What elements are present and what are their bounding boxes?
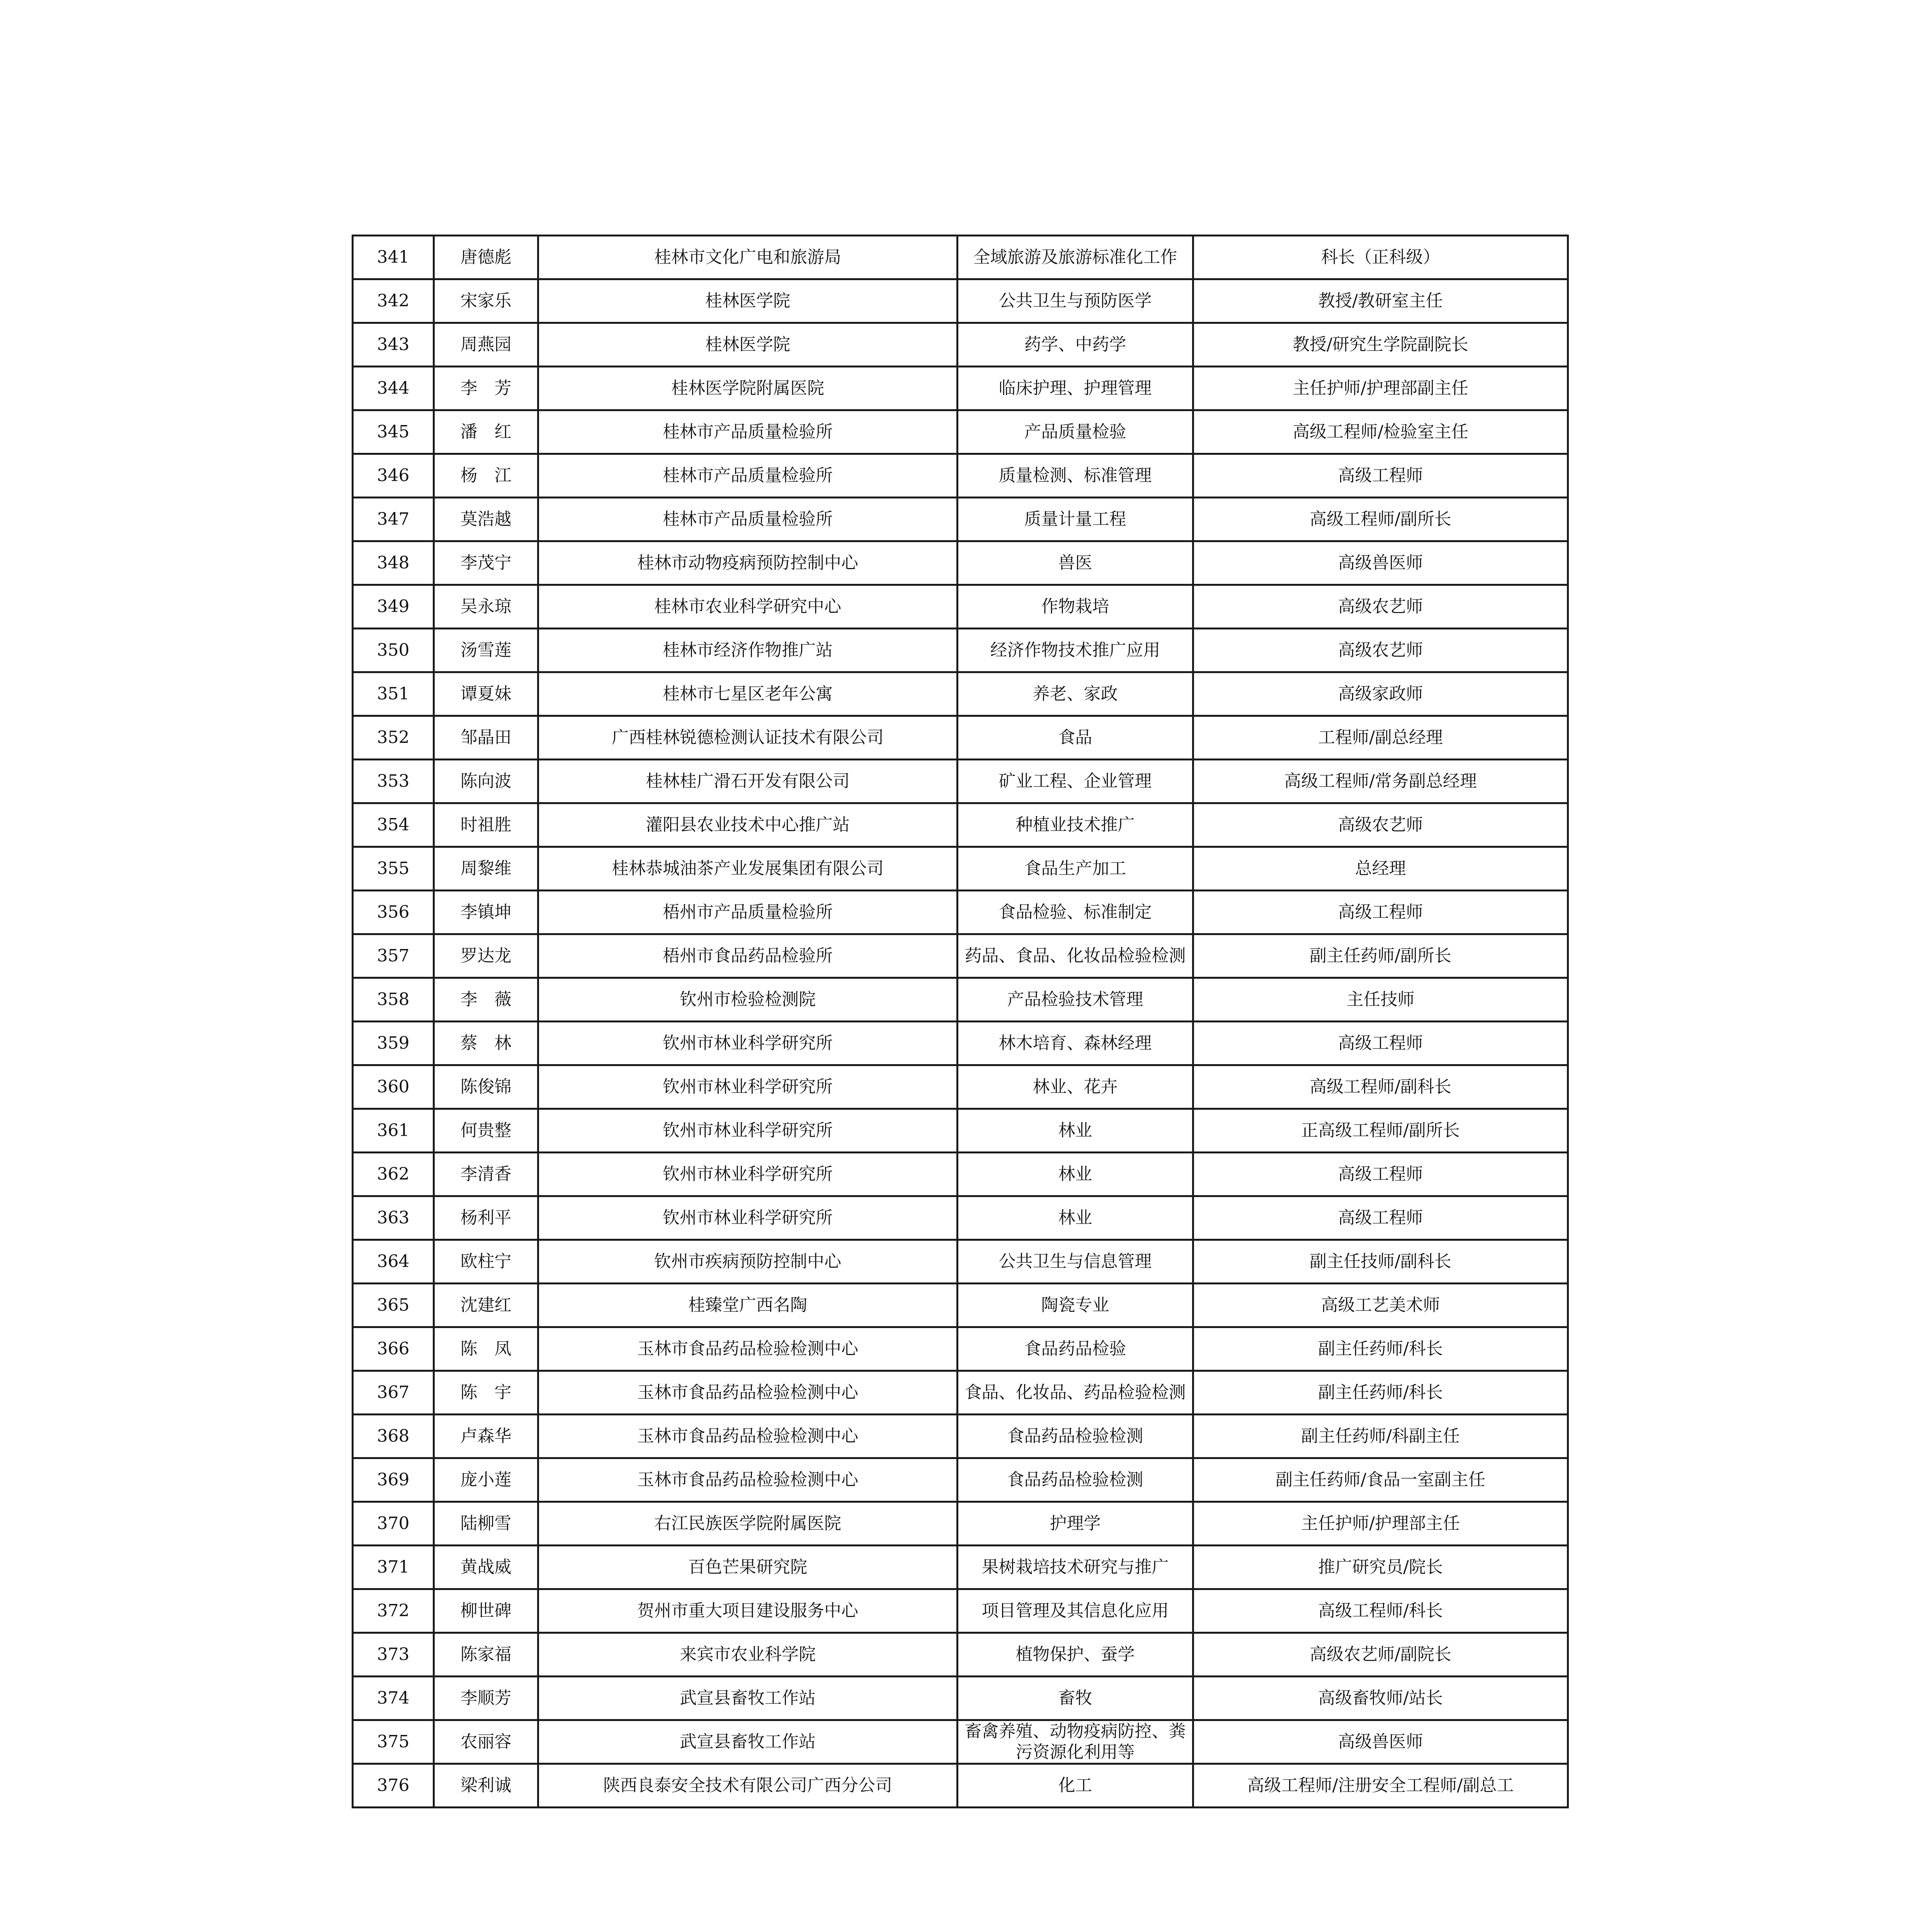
cell-name: 宋家乐 — [434, 279, 538, 323]
cell-title: 科长（正科级） — [1193, 236, 1568, 279]
cell-organization: 桂臻堂广西名陶 — [538, 1284, 958, 1327]
cell-organization: 玉林市食品药品检验检测中心 — [538, 1415, 958, 1458]
cell-field: 经济作物技术推广应用 — [958, 629, 1193, 672]
cell-name: 蔡 林 — [434, 1022, 538, 1065]
cell-organization: 武宣县畜牧工作站 — [538, 1677, 958, 1720]
cell-name: 李茂宁 — [434, 541, 538, 585]
table-row — [353, 934, 1568, 978]
table-row — [353, 716, 1568, 760]
roster-table-body — [353, 236, 1568, 1808]
cell-number: 343 — [353, 323, 434, 367]
cell-name: 汤雪莲 — [434, 629, 538, 672]
cell-number: 346 — [353, 454, 434, 498]
cell-title: 高级农艺师 — [1193, 803, 1568, 847]
cell-field: 养老、家政 — [958, 672, 1193, 716]
cell-organization: 桂林市产品质量检验所 — [538, 410, 958, 454]
cell-number: 348 — [353, 541, 434, 585]
cell-organization: 桂林市产品质量检验所 — [538, 498, 958, 541]
cell-field: 药品、食品、化妆品检验检测 — [958, 934, 1193, 978]
cell-title: 副主任药师/科长 — [1193, 1327, 1568, 1371]
cell-name: 李 薇 — [434, 978, 538, 1022]
cell-title: 高级工程师/检验室主任 — [1193, 410, 1568, 454]
table-row — [353, 1240, 1568, 1284]
cell-number: 374 — [353, 1677, 434, 1720]
roster-table — [352, 235, 1569, 1808]
cell-organization: 灌阳县农业技术中心推广站 — [538, 803, 958, 847]
cell-name: 罗达龙 — [434, 934, 538, 978]
cell-name: 陈家福 — [434, 1633, 538, 1677]
cell-title: 主任护师/护理部副主任 — [1193, 367, 1568, 410]
cell-field: 畜牧 — [958, 1677, 1193, 1720]
cell-field: 食品药品检验 — [958, 1327, 1193, 1371]
cell-title: 主任护师/护理部主任 — [1193, 1502, 1568, 1546]
cell-organization: 百色芒果研究院 — [538, 1546, 958, 1589]
cell-title: 高级畜牧师/站长 — [1193, 1677, 1568, 1720]
cell-name: 杨利平 — [434, 1196, 538, 1240]
cell-title: 主任技师 — [1193, 978, 1568, 1022]
cell-organization: 钦州市疾病预防控制中心 — [538, 1240, 958, 1284]
cell-number: 347 — [353, 498, 434, 541]
cell-title: 副主任技师/副科长 — [1193, 1240, 1568, 1284]
cell-field: 食品药品检验检测 — [958, 1458, 1193, 1502]
table-row — [353, 629, 1568, 672]
cell-number: 372 — [353, 1589, 434, 1633]
cell-organization: 贺州市重大项目建设服务中心 — [538, 1589, 958, 1633]
table-row — [353, 672, 1568, 716]
table-row — [353, 847, 1568, 891]
cell-number: 351 — [353, 672, 434, 716]
cell-field: 兽医 — [958, 541, 1193, 585]
cell-number: 342 — [353, 279, 434, 323]
cell-number: 354 — [353, 803, 434, 847]
cell-organization: 钦州市林业科学研究所 — [538, 1153, 958, 1196]
cell-number: 371 — [353, 1546, 434, 1589]
cell-organization: 陕西良泰安全技术有限公司广西分公司 — [538, 1764, 958, 1808]
table-row — [353, 1327, 1568, 1371]
cell-number: 358 — [353, 978, 434, 1022]
cell-organization: 钦州市检验检测院 — [538, 978, 958, 1022]
cell-title: 高级工艺美术师 — [1193, 1284, 1568, 1327]
cell-title: 高级工程师/副所长 — [1193, 498, 1568, 541]
cell-field: 作物栽培 — [958, 585, 1193, 629]
cell-number: 352 — [353, 716, 434, 760]
table-row — [353, 585, 1568, 629]
cell-organization: 钦州市林业科学研究所 — [538, 1196, 958, 1240]
cell-number: 341 — [353, 236, 434, 279]
cell-title: 正高级工程师/副所长 — [1193, 1109, 1568, 1153]
cell-organization: 桂林市经济作物推广站 — [538, 629, 958, 672]
table-row — [353, 1109, 1568, 1153]
cell-name: 陈向波 — [434, 760, 538, 803]
cell-field: 产品质量检验 — [958, 410, 1193, 454]
cell-number: 362 — [353, 1153, 434, 1196]
cell-number: 345 — [353, 410, 434, 454]
cell-number: 357 — [353, 934, 434, 978]
table-row — [353, 1153, 1568, 1196]
cell-number: 359 — [353, 1022, 434, 1065]
cell-organization: 桂林市农业科学研究中心 — [538, 585, 958, 629]
cell-organization: 玉林市食品药品检验检测中心 — [538, 1371, 958, 1415]
cell-field: 植物保护、蚕学 — [958, 1633, 1193, 1677]
cell-name: 柳世碑 — [434, 1589, 538, 1633]
cell-number: 368 — [353, 1415, 434, 1458]
cell-title: 高级工程师/注册安全工程师/副总工 — [1193, 1764, 1568, 1808]
table-row — [353, 1022, 1568, 1065]
cell-title: 高级工程师/副科长 — [1193, 1065, 1568, 1109]
table-row — [353, 1546, 1568, 1589]
cell-number: 370 — [353, 1502, 434, 1546]
cell-title: 高级家政师 — [1193, 672, 1568, 716]
cell-organization: 桂林桂广滑石开发有限公司 — [538, 760, 958, 803]
cell-organization: 桂林市文化广电和旅游局 — [538, 236, 958, 279]
cell-field: 林业、花卉 — [958, 1065, 1193, 1109]
cell-name: 陈 凤 — [434, 1327, 538, 1371]
cell-field: 食品 — [958, 716, 1193, 760]
cell-field: 全域旅游及旅游标准化工作 — [958, 236, 1193, 279]
table-row — [353, 367, 1568, 410]
cell-field: 食品药品检验检测 — [958, 1415, 1193, 1458]
cell-name: 庞小莲 — [434, 1458, 538, 1502]
cell-name: 唐德彪 — [434, 236, 538, 279]
table-row — [353, 323, 1568, 367]
cell-name: 梁利诚 — [434, 1764, 538, 1808]
cell-organization: 广西桂林锐德检测认证技术有限公司 — [538, 716, 958, 760]
cell-field: 食品、化妆品、药品检验检测 — [958, 1371, 1193, 1415]
cell-title: 高级工程师 — [1193, 891, 1568, 934]
cell-number: 360 — [353, 1065, 434, 1109]
cell-organization: 桂林医学院 — [538, 323, 958, 367]
cell-number: 373 — [353, 1633, 434, 1677]
cell-number: 366 — [353, 1327, 434, 1371]
cell-number: 361 — [353, 1109, 434, 1153]
cell-field: 质量计量工程 — [958, 498, 1193, 541]
cell-number: 363 — [353, 1196, 434, 1240]
cell-name: 陈 宇 — [434, 1371, 538, 1415]
cell-title: 高级兽医师 — [1193, 541, 1568, 585]
cell-number: 356 — [353, 891, 434, 934]
table-row — [353, 1677, 1568, 1720]
cell-title: 高级工程师/科长 — [1193, 1589, 1568, 1633]
table-row — [353, 1415, 1568, 1458]
cell-number: 369 — [353, 1458, 434, 1502]
cell-name: 邹晶田 — [434, 716, 538, 760]
cell-field: 矿业工程、企业管理 — [958, 760, 1193, 803]
cell-title: 总经理 — [1193, 847, 1568, 891]
cell-organization: 钦州市林业科学研究所 — [538, 1109, 958, 1153]
table-row — [353, 1720, 1568, 1764]
cell-organization: 钦州市林业科学研究所 — [538, 1022, 958, 1065]
cell-organization: 右江民族医学院附属医院 — [538, 1502, 958, 1546]
cell-organization: 钦州市林业科学研究所 — [538, 1065, 958, 1109]
cell-organization: 玉林市食品药品检验检测中心 — [538, 1327, 958, 1371]
table-row — [353, 498, 1568, 541]
cell-title: 副主任药师/科长 — [1193, 1371, 1568, 1415]
cell-name: 陆柳雪 — [434, 1502, 538, 1546]
cell-field: 产品检验技术管理 — [958, 978, 1193, 1022]
cell-number: 375 — [353, 1720, 434, 1764]
cell-name: 何贵整 — [434, 1109, 538, 1153]
cell-organization: 玉林市食品药品检验检测中心 — [538, 1458, 958, 1502]
table-row — [353, 1502, 1568, 1546]
cell-organization: 桂林医学院 — [538, 279, 958, 323]
cell-field: 果树栽培技术研究与推广 — [958, 1546, 1193, 1589]
cell-field: 药学、中药学 — [958, 323, 1193, 367]
cell-number: 344 — [353, 367, 434, 410]
cell-title: 高级工程师 — [1193, 1153, 1568, 1196]
cell-title: 高级工程师 — [1193, 1022, 1568, 1065]
cell-name: 农丽容 — [434, 1720, 538, 1764]
cell-name: 李 芳 — [434, 367, 538, 410]
table-row — [353, 760, 1568, 803]
cell-name: 卢森华 — [434, 1415, 538, 1458]
table-row — [353, 1764, 1568, 1808]
cell-name: 时祖胜 — [434, 803, 538, 847]
cell-title: 高级兽医师 — [1193, 1720, 1568, 1764]
cell-title: 推广研究员/院长 — [1193, 1546, 1568, 1589]
cell-name: 潘 红 — [434, 410, 538, 454]
cell-number: 353 — [353, 760, 434, 803]
cell-field: 食品生产加工 — [958, 847, 1193, 891]
cell-title: 副主任药师/副所长 — [1193, 934, 1568, 978]
cell-name: 周黎维 — [434, 847, 538, 891]
table-row — [353, 1371, 1568, 1415]
cell-field: 林木培育、森林经理 — [958, 1022, 1193, 1065]
table-row — [353, 236, 1568, 279]
cell-name: 吴永琼 — [434, 585, 538, 629]
cell-field: 林业 — [958, 1109, 1193, 1153]
cell-field: 临床护理、护理管理 — [958, 367, 1193, 410]
cell-title: 高级工程师 — [1193, 1196, 1568, 1240]
table-row — [353, 1633, 1568, 1677]
cell-title: 教授/教研室主任 — [1193, 279, 1568, 323]
cell-title: 高级工程师 — [1193, 454, 1568, 498]
table-row — [353, 1196, 1568, 1240]
cell-title: 高级工程师/常务副总经理 — [1193, 760, 1568, 803]
cell-organization: 桂林恭城油茶产业发展集团有限公司 — [538, 847, 958, 891]
cell-name: 李镇坤 — [434, 891, 538, 934]
table-row — [353, 454, 1568, 498]
cell-name: 杨 江 — [434, 454, 538, 498]
cell-field: 畜禽养殖、动物疫病防控、粪污资源化利用等 — [958, 1720, 1193, 1764]
cell-name: 谭夏妹 — [434, 672, 538, 716]
table-row — [353, 279, 1568, 323]
cell-organization: 梧州市食品药品检验所 — [538, 934, 958, 978]
cell-title: 工程师/副总经理 — [1193, 716, 1568, 760]
cell-title: 副主任药师/食品一室副主任 — [1193, 1458, 1568, 1502]
cell-organization: 桂林市动物疫病预防控制中心 — [538, 541, 958, 585]
cell-name: 沈建红 — [434, 1284, 538, 1327]
table-row — [353, 541, 1568, 585]
table-row — [353, 803, 1568, 847]
cell-field: 林业 — [958, 1153, 1193, 1196]
cell-name: 莫浩越 — [434, 498, 538, 541]
cell-number: 365 — [353, 1284, 434, 1327]
cell-field: 护理学 — [958, 1502, 1193, 1546]
cell-title: 教授/研究生学院副院长 — [1193, 323, 1568, 367]
table-row — [353, 1458, 1568, 1502]
cell-organization: 梧州市产品质量检验所 — [538, 891, 958, 934]
cell-number: 355 — [353, 847, 434, 891]
table-row — [353, 1589, 1568, 1633]
table-row — [353, 1284, 1568, 1327]
cell-title: 高级农艺师/副院长 — [1193, 1633, 1568, 1677]
cell-field: 项目管理及其信息化应用 — [958, 1589, 1193, 1633]
cell-name: 欧柱宁 — [434, 1240, 538, 1284]
table-row — [353, 1065, 1568, 1109]
cell-number: 364 — [353, 1240, 434, 1284]
cell-organization: 桂林市七星区老年公寓 — [538, 672, 958, 716]
cell-number: 349 — [353, 585, 434, 629]
cell-number: 376 — [353, 1764, 434, 1808]
cell-name: 李顺芳 — [434, 1677, 538, 1720]
cell-field: 质量检测、标准管理 — [958, 454, 1193, 498]
cell-title: 高级农艺师 — [1193, 585, 1568, 629]
cell-organization: 桂林医学院附属医院 — [538, 367, 958, 410]
table-row — [353, 891, 1568, 934]
table-row — [353, 978, 1568, 1022]
cell-organization: 桂林市产品质量检验所 — [538, 454, 958, 498]
cell-field: 种植业技术推广 — [958, 803, 1193, 847]
cell-field: 化工 — [958, 1764, 1193, 1808]
cell-name: 陈俊锦 — [434, 1065, 538, 1109]
table-row — [353, 410, 1568, 454]
cell-field: 食品检验、标准制定 — [958, 891, 1193, 934]
cell-name: 周燕园 — [434, 323, 538, 367]
cell-name: 李清香 — [434, 1153, 538, 1196]
cell-title: 高级农艺师 — [1193, 629, 1568, 672]
cell-title: 副主任药师/科副主任 — [1193, 1415, 1568, 1458]
cell-organization: 武宣县畜牧工作站 — [538, 1720, 958, 1764]
cell-field: 陶瓷专业 — [958, 1284, 1193, 1327]
cell-number: 350 — [353, 629, 434, 672]
cell-field: 公共卫生与信息管理 — [958, 1240, 1193, 1284]
cell-name: 黄战威 — [434, 1546, 538, 1589]
cell-organization: 来宾市农业科学院 — [538, 1633, 958, 1677]
cell-number: 367 — [353, 1371, 434, 1415]
cell-field: 公共卫生与预防医学 — [958, 279, 1193, 323]
cell-field: 林业 — [958, 1196, 1193, 1240]
